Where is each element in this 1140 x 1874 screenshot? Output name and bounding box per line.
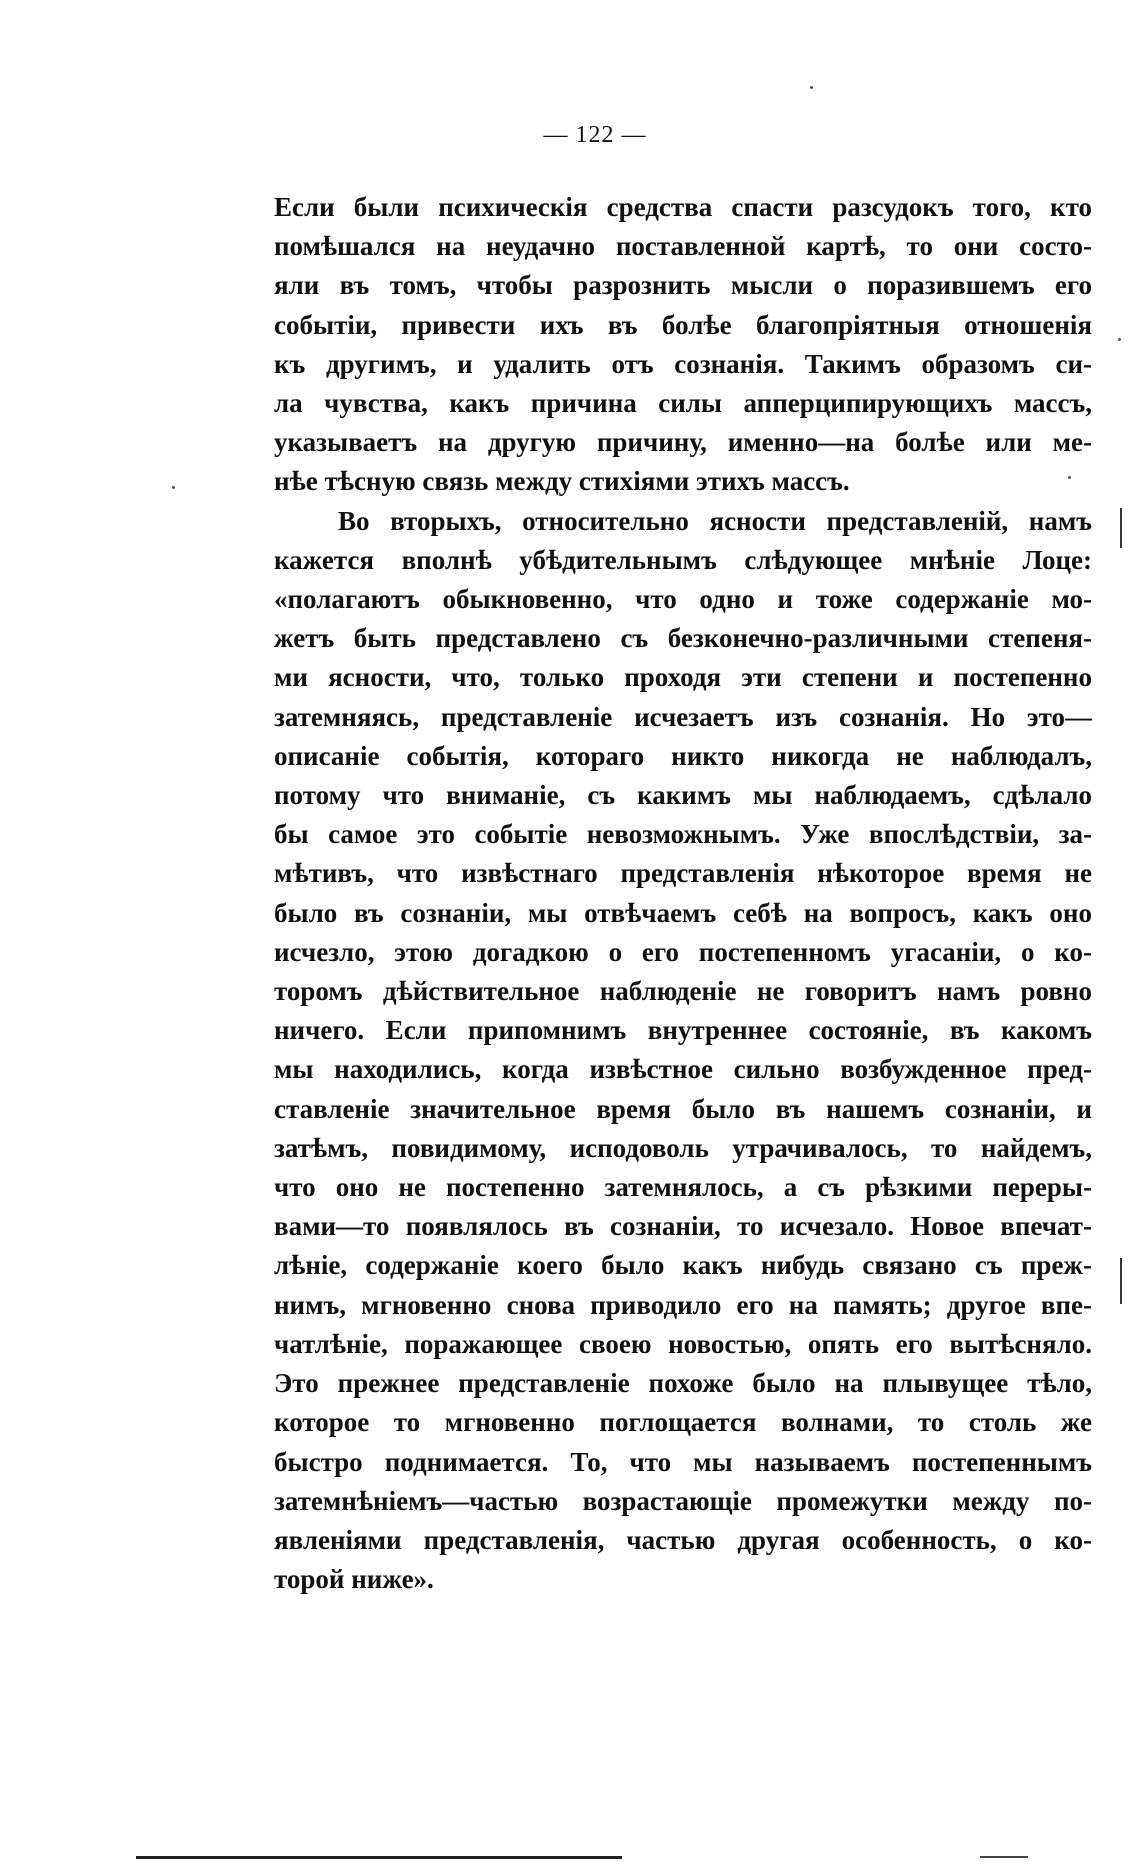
text-line: Если были психическія средства спасти разсудокъ того, кто	[274, 192, 1092, 222]
paragraph-1	[274, 188, 1092, 502]
text-line: ставленіе значительное время было въ нашемъ сознаніи, и	[274, 1093, 1092, 1124]
text-line: явленіями представленія, частью другая особенность, о ко-	[274, 1524, 1092, 1555]
body-text	[274, 188, 1092, 1599]
text-line: исчезло, этою догадкою о его постепенномъ угасаніи, о ко-	[274, 936, 1092, 967]
scan-speck	[1118, 338, 1121, 341]
scan-speck	[810, 86, 813, 89]
scan-speck	[1068, 476, 1071, 479]
text-line: указываетъ на другую причину, именно—на болѣе или ме-	[274, 427, 1092, 458]
text-line: вами—то появлялось въ сознаніи, то исчезало. Новое впечат-	[274, 1211, 1092, 1242]
text-line: потому что вниманіе, съ какимъ мы наблюдаемъ, сдѣлало	[274, 780, 1092, 811]
text-line: ла чувства, какъ причина силы апперципирующихъ массъ,	[274, 388, 1092, 419]
text-line: чатлѣніе, поражающее своею новостью, опять его вытѣсняло.	[274, 1328, 1092, 1359]
text-line: нимъ, мгновенно снова приводило его на память; другое впе-	[274, 1289, 1092, 1320]
text-line: яли въ томъ, чтобы разрознить мысли о поразившемъ его	[274, 270, 1092, 301]
text-line: «полагаютъ обыкновенно, что одно и тоже содержаніе мо-	[274, 584, 1092, 615]
text-line: Во вторыхъ, относительно ясности представленій, намъ	[338, 505, 1092, 536]
text-line: что оно не постепенно затемнялось, а съ рѣзкими переры-	[274, 1172, 1092, 1203]
text-line: ничего. Если припомнимъ внутреннее состояніе, въ какомъ	[274, 1015, 1092, 1046]
text-line: ми ясности, что, только проходя эти степени и постепенно	[274, 662, 1092, 693]
footer-rule	[136, 1856, 622, 1859]
margin-mark	[1120, 1258, 1122, 1304]
text-line: затѣмъ, повидимому, исподоволь утрачивалось, то найдемъ,	[274, 1132, 1092, 1163]
text-line: было въ сознаніи, мы отвѣчаемъ себѣ на вопросъ, какъ оно	[274, 897, 1092, 928]
page-number: — 122 —	[543, 122, 647, 148]
text-line: къ другимъ, и удалить отъ сознанія. Такимъ образомъ си-	[274, 348, 1092, 379]
text-line: событіи, привести ихъ въ болѣе благопріятныя отношенія	[274, 309, 1092, 340]
text-line: жетъ быть представлено съ безконечно-различными степеня-	[274, 623, 1092, 654]
text-line: быстро поднимается. То, что мы называемъ постепеннымъ	[274, 1446, 1092, 1477]
text-line: лѣніе, содержаніе коего было какъ нибудь связано съ преж-	[274, 1250, 1092, 1281]
text-line: бы самое это событіе невозможнымъ. Уже впослѣдствіи, за-	[274, 819, 1092, 850]
text-line: торой ниже».	[274, 1564, 434, 1595]
scan-speck	[172, 486, 175, 489]
text-line: описаніе событія, котораго никто никогда не наблюдалъ,	[274, 740, 1092, 771]
text-line: кажется вполнѣ убѣдительнымъ слѣдующее мнѣніе Лоце:	[274, 544, 1092, 575]
text-line: Это прежнее представленіе похоже было на плывущее тѣло,	[274, 1368, 1092, 1399]
text-line: торомъ дѣйствительное наблюденіе не говоритъ намъ ровно	[274, 976, 1092, 1007]
footer-rule	[980, 1856, 1028, 1858]
text-line: затемнѣніемъ—частью возрастающіе промежутки между по-	[274, 1485, 1092, 1516]
text-line: нѣе тѣсную связь между стихіями этихъ массъ.	[274, 466, 850, 497]
text-line: помѣшался на неудачно поставленной картѣ, то они состо-	[274, 231, 1092, 262]
text-line: мѣтивъ, что извѣстнаго представленія нѣкоторое время не	[274, 858, 1092, 889]
margin-mark	[1120, 508, 1122, 548]
paragraph-2	[274, 502, 1092, 1600]
text-line: затемняясь, представленіе исчезаетъ изъ сознанія. Но это—	[274, 701, 1092, 732]
text-line: которое то мгновенно поглощается волнами, то столь же	[274, 1407, 1092, 1438]
text-line: мы находились, когда извѣстное сильно возбужденное пред-	[274, 1054, 1092, 1085]
